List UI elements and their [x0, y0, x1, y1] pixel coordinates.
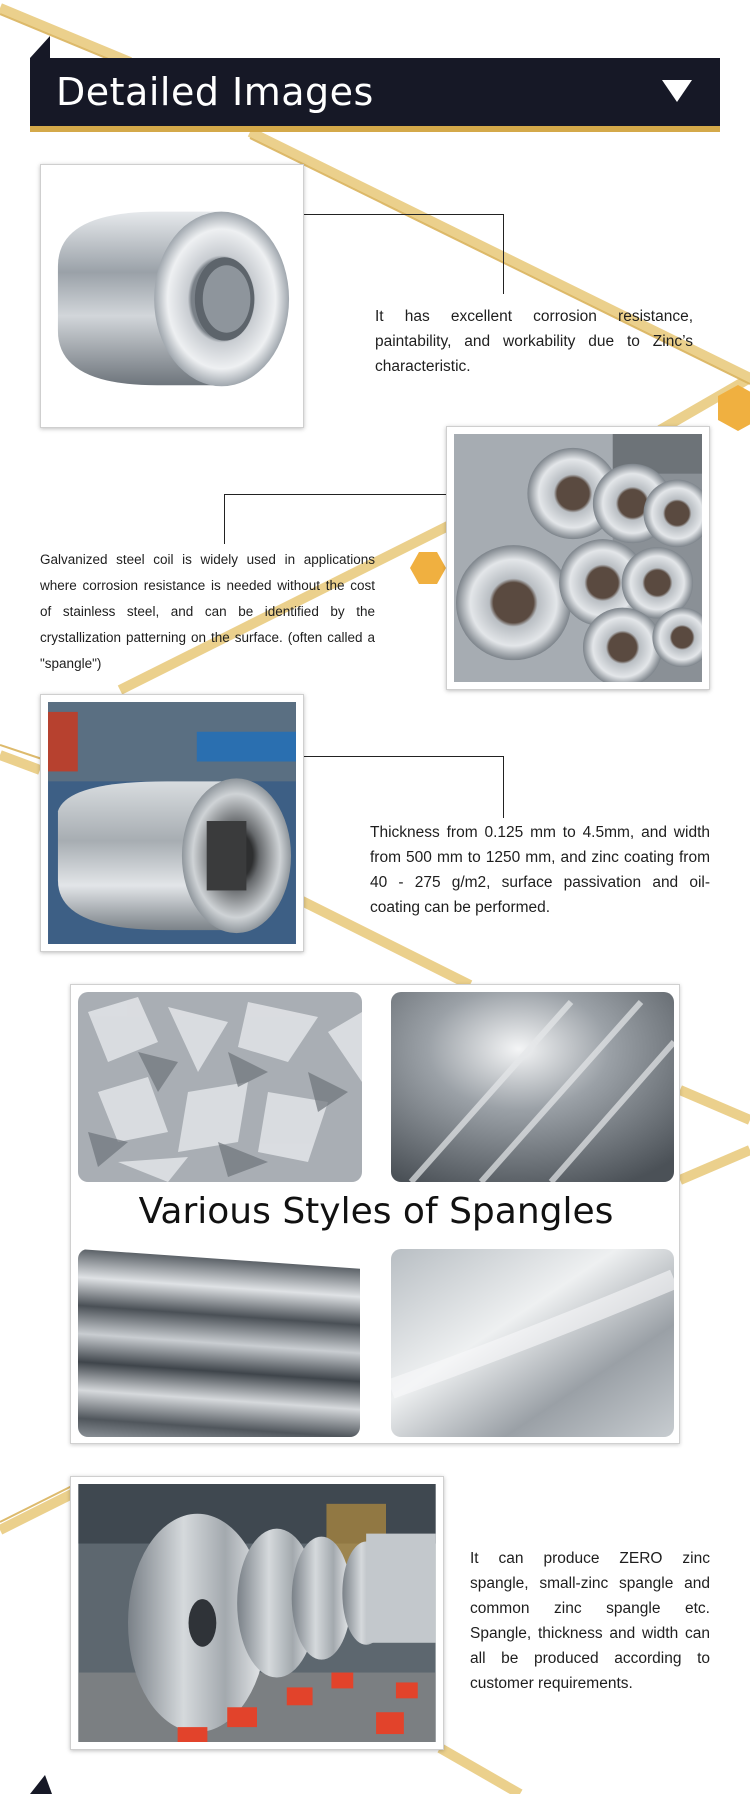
connector-line: [224, 494, 446, 544]
zero-spangle-swatch: [78, 1249, 360, 1437]
hexagon-accent: [410, 552, 446, 584]
header-underline: [30, 126, 720, 132]
coil-in-factory-photo: [40, 694, 304, 952]
hexagon-accent: [718, 385, 750, 431]
section-2-description: Galvanized steel coil is widely used in applications where corrosion resistance is needed without the cost of stainless steel, and can be identified by the crystallization patterning on the surface. (often called a "spangle"): [40, 552, 375, 671]
connector-line: [304, 214, 504, 294]
section-3-description: Thickness from 0.125 mm to 4.5mm, and width from 500 mm to 1250 mm, and zinc coating from 40 - 275 g/m2, surface passivation and oil-coating can be performed.: [370, 824, 710, 916]
galvanized-steel-coil-photo: [40, 164, 304, 428]
connector-line: [304, 756, 504, 818]
stacked-steel-coils-photo: [446, 426, 710, 690]
warehouse-coils-photo: [70, 1476, 444, 1750]
streaked-spangle-swatch: [391, 992, 674, 1182]
page-title: Detailed Images: [56, 70, 374, 114]
section-4-description: It can produce ZERO zinc spangle, small-zinc spangle and common zinc spangle etc. Spangle, thickness and width can all be produced according to customer requirements.: [470, 1550, 710, 1692]
large-spangle-swatch: [78, 992, 362, 1182]
triangle-down-icon[interactable]: [662, 80, 692, 102]
bright-spangle-swatch: [391, 1249, 674, 1437]
section-1-description: It has excellent corrosion resistance, paintability, and workability due to Zinc’s characteristic.: [375, 308, 693, 375]
spangles-title: Various Styles of Spangles: [138, 1191, 614, 1232]
spangle-styles-panel: [70, 984, 680, 1444]
header-notch: [30, 36, 50, 58]
